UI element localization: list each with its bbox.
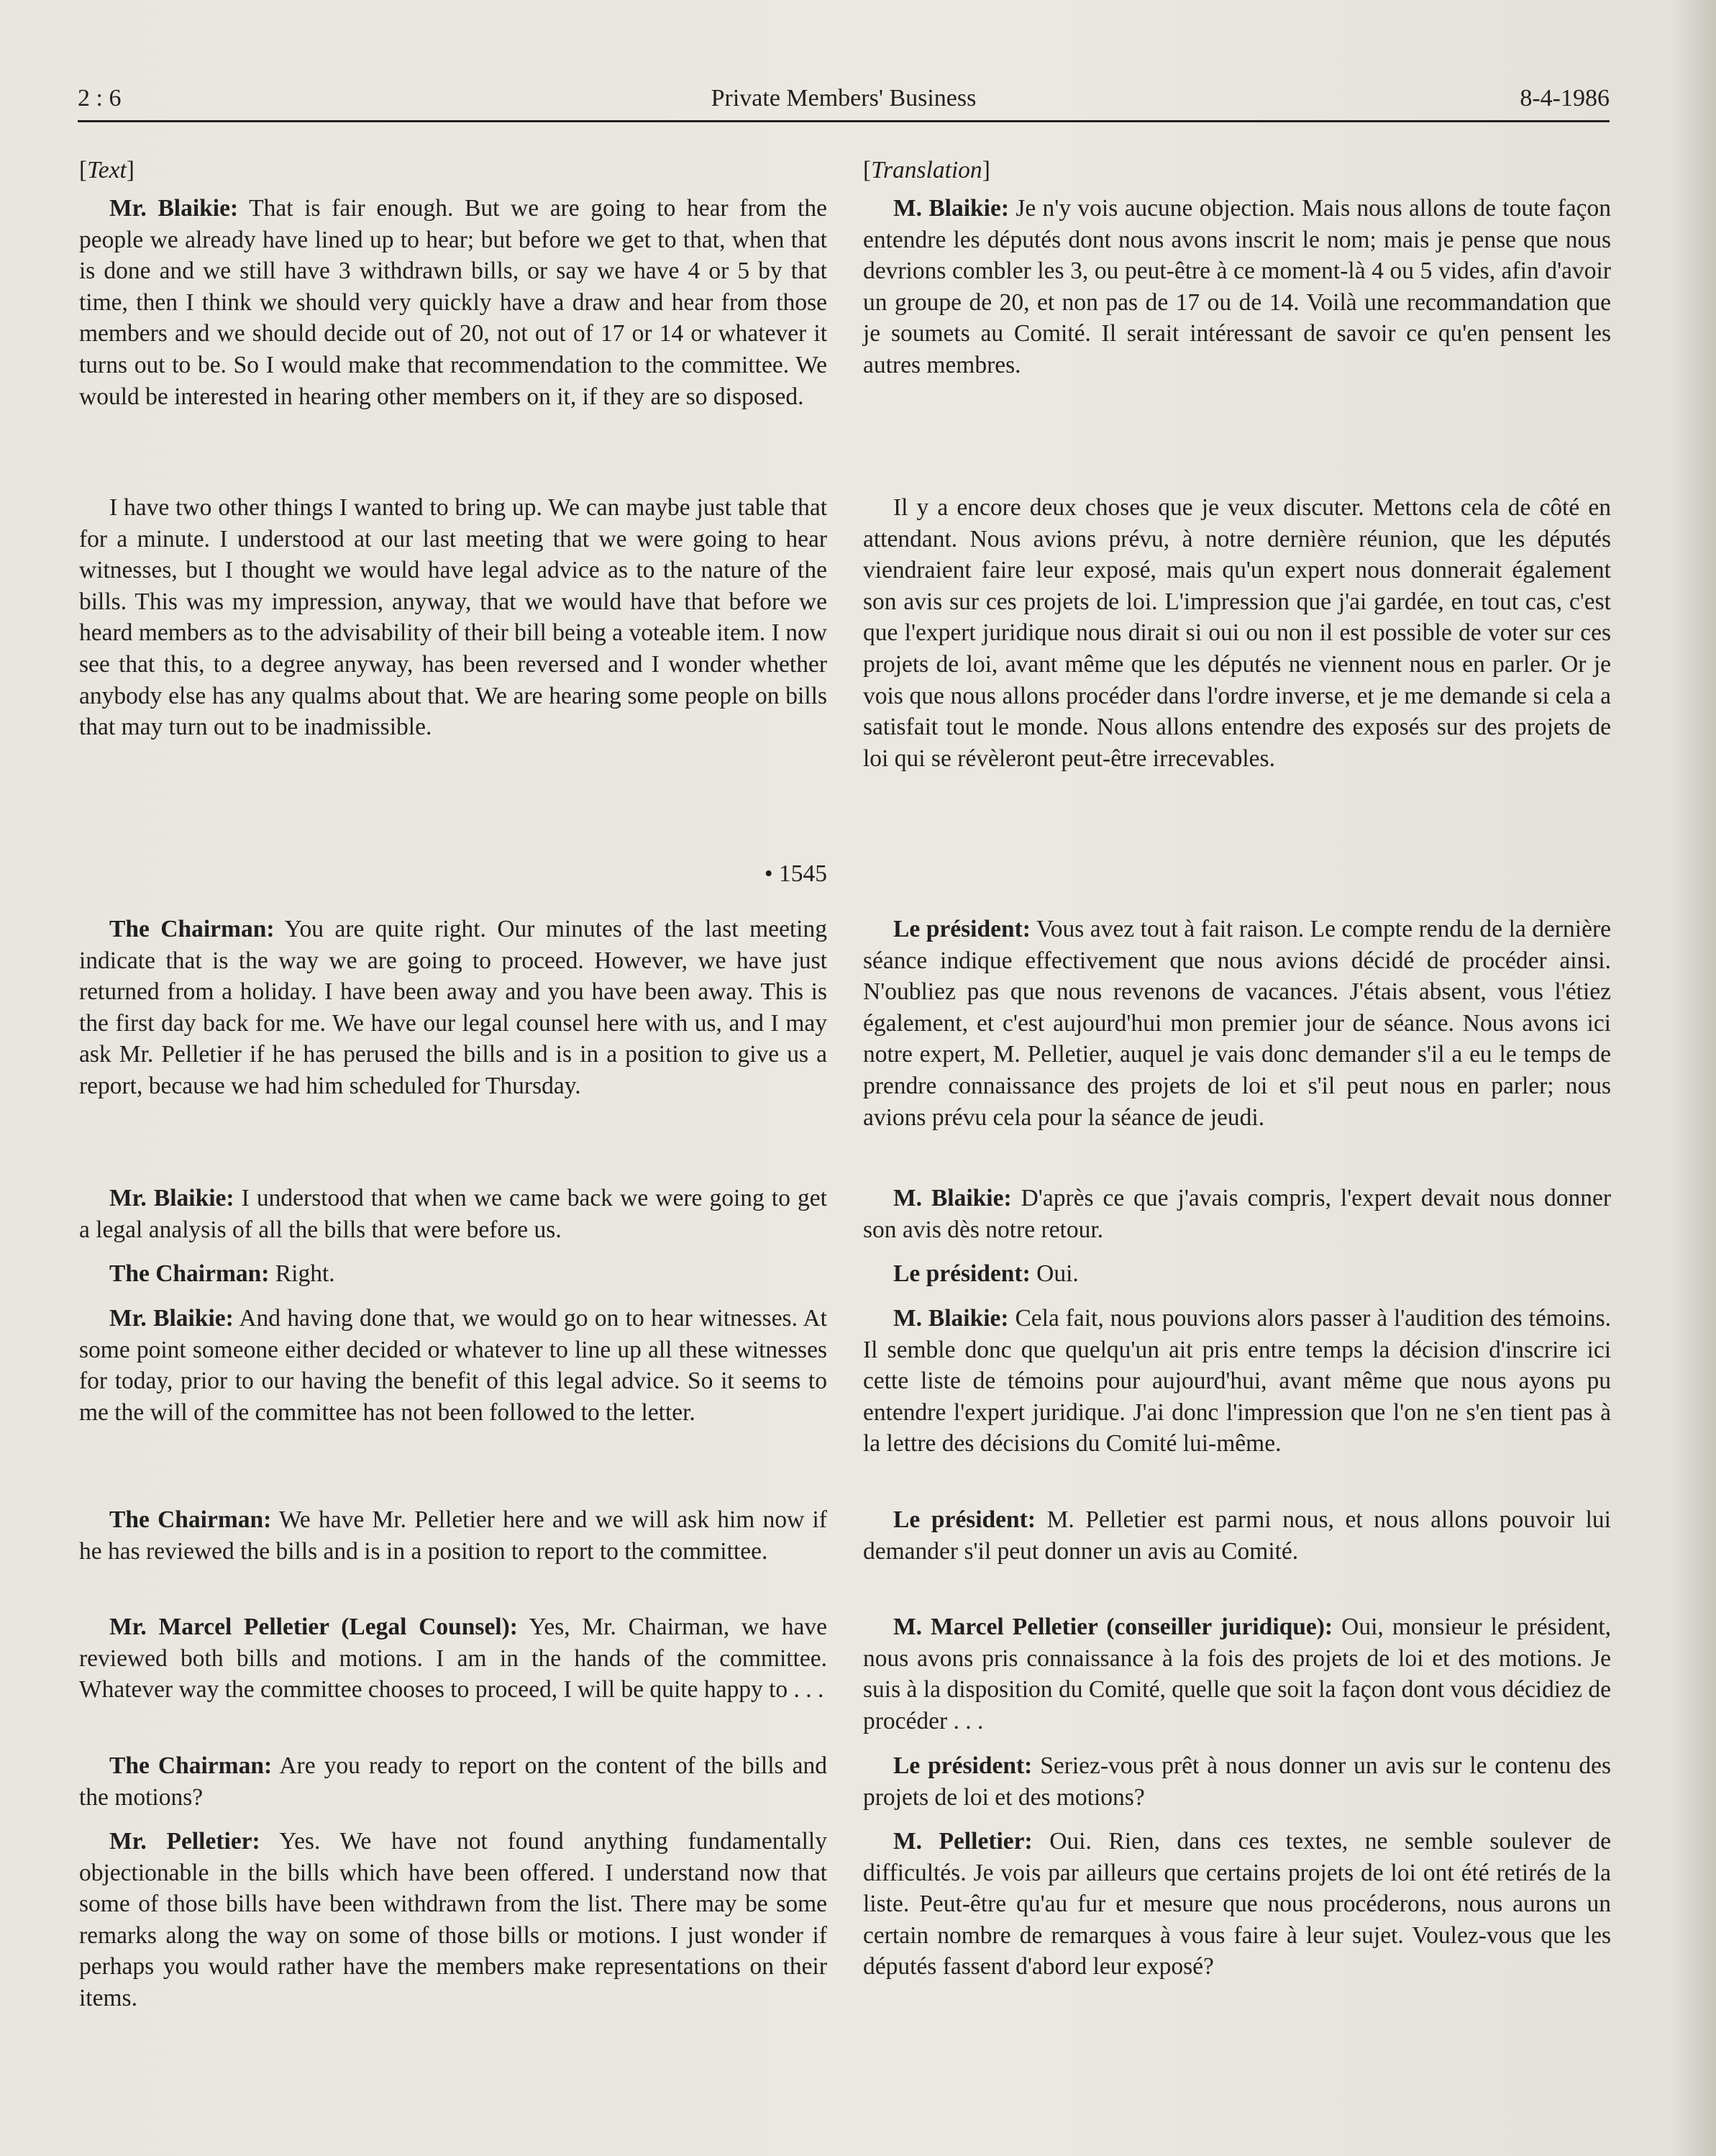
speaker-name: Mr. Blaikie:: [109, 195, 239, 222]
timestamp: • 1545: [764, 860, 827, 887]
speaker-name: Le président:: [893, 1506, 1036, 1533]
speaker-name: M. Marcel Pelletier (conseiller juridique):: [893, 1614, 1333, 1640]
header-date: 8-4-1986: [1520, 85, 1610, 112]
chairman-remark-1: The Chairman: You are quite right. Our minutes of the last meeting indicate that is the way we are going to proceed. However, we have just returned from a holiday. I have been away and you have been away. This is the first day back for me. We have our legal counsel here with us, and I may ask Mr. Pelletier if he has perused the bills and is in a position to give us a report, because we had him scheduled for Thursday.: [79, 916, 827, 1099]
page-header: [78, 81, 1610, 124]
pelletier-remarque-2: M. Pelletier: Oui. Rien, dans ces textes, ne semble soulever de difficultés. Je vois par ailleurs que certains projets de loi ont été retirés de la liste. Peut-être qu'au fur et mesure que nous procéderons, nous aurons un certain nombre de remarques à vous faire à leur sujet. Voulez-vous que les députés fassent d'abord leur exposé?: [863, 1828, 1611, 1980]
speaker-name: The Chairman:: [109, 1260, 270, 1287]
page-number: 2 : 6: [78, 85, 122, 112]
speaker-name: The Chairman:: [109, 916, 275, 942]
running-title: Private Members' Business: [711, 85, 977, 112]
speaker-name: Le président:: [893, 916, 1031, 942]
chairman-remark-2: The Chairman: Right.: [109, 1260, 335, 1287]
chairman-remark-3: The Chairman: We have Mr. Pelletier here and we will ask him now if he has reviewed the bills and is in a position to report to the committee.: [79, 1506, 827, 1565]
speaker-name: M. Pelletier:: [893, 1828, 1033, 1855]
speaker-name: Mr. Blaikie:: [109, 1185, 234, 1211]
speaker-name: M. Blaikie:: [893, 195, 1009, 222]
blaikie-remarque-4: M. Blaikie: Cela fait, nous pouvions alors passer à l'audition des témoins. Il semble donc que quelqu'un ait pris entre temps la décision d'inscrire ici cette liste de témoins pour aujourd'hui, avant même que nous ayons pu entendre l'expert juridique. J'ai donc l'impression que l'on ne s'en tient pas à la lettre des décisions du Comité lui-même.: [863, 1305, 1611, 1457]
blaikie-remark-1: Mr. Blaikie: That is fair enough. But we are going to hear from the people we already have lined up to hear; but before we get to that, when that is done and we still have 3 withdrawn bills, or say we have 4 or 5 by that time, then I think we should very quickly have a draw and hear from those members and we should decide out of 20, not out of 17 or 14 or whatever it turns out to be. So I would make that recommendation to the committee. We would be interested in hearing other members on it, if they are so disposed.: [79, 195, 827, 410]
pelletier-remarque-1: M. Marcel Pelletier (conseiller juridique): Oui, monsieur le président, nous avons pris connaissance à la fois des projets de loi et des motions. Je suis à la disposition du Comité, quelle que soit la façon dont vous décidiez de procéder . . .: [863, 1614, 1611, 1734]
speaker-name: The Chairman:: [109, 1506, 272, 1533]
president-remarque-1: Le président: Vous avez tout à fait raison. Le compte rendu de la dernière séance indique effectivement que nous avions décidé de procéder ainsi. N'oubliez pas que nous revenons de vacances. J'étais absent, vous l'étiez également, et c'est aujourd'hui mon premier jour de séance. Nous avons ici notre expert, M. Pelletier, auquel je vais donc demander s'il a eu le temps de prendre connaissance des projets de loi et s'il peut nous en parler; nous avions prévu cela pour la séance de jeudi.: [863, 916, 1611, 1131]
blaikie-remark-4: Mr. Blaikie: And having done that, we would go on to hear witnesses. At some point someone either decided or whatever to line up all these witnesses for today, prior to our having the benefit of this legal advice. So it seems to me the will of the committee has not been followed to the letter.: [79, 1305, 827, 1426]
pelletier-remark-1: Mr. Marcel Pelletier (Legal Counsel): Yes, Mr. Chairman, we have reviewed both bills and motions. I am in the hands of the committee. Whatever way the committee chooses to proceed, I will be quite happy to . . .: [79, 1614, 827, 1704]
blaikie-remark-3: Mr. Blaikie: I understood that when we came back we were going to get a legal analysis of all the bills that were before us.: [79, 1185, 827, 1243]
blaikie-remark-2: I have two other things I wanted to bring up. We can maybe just table that for a minute. I understood at our last meeting that we were going to hear witnesses, but I thought we would have legal advice as to the nature of the bills. This was my impression, anyway, that we would have that before we heard members as to the advisability of their bill being a voteable item. I now see that this, to a degree anyway, has been reversed and I wonder whether anybody else has any qualms about that. We are hearing some people on bills that may turn out to be inadmissible.: [79, 494, 827, 741]
speaker-name: M. Blaikie:: [893, 1185, 1012, 1211]
blaikie-remarque-1: M. Blaikie: Je n'y vois aucune objection. Mais nous allons de toute façon entendre les députés dont nous avons inscrit le nom; mais je pense que nous devrions combler les 3, ou peut-être à ce moment-là 4 ou 5 vides, afin d'avoir un groupe de 20, et non pas de 17 ou de 14. Voilà une recommandation que je soumets au Comité. Il serait intéressant de savoir ce qu'en pensent les autres membres.: [863, 195, 1612, 378]
header-rule: [78, 120, 1610, 122]
blaikie-remarque-3: M. Blaikie: D'après ce que j'avais compris, l'expert devait nous donner son avis dès notre retour.: [863, 1185, 1612, 1243]
blaikie-remarque-2: Il y a encore deux choses que je veux discuter. Mettons cela de côté en attendant. Nous avions prévu, à notre dernière réunion, que les députés viendraient faire leur exposé, mais qu'un expert nous donnerait également son avis sur ces projets de loi. L'impression que j'ai gardée, en tout cas, c'est que l'expert juridique nous dirait si oui ou non il est possible de voter sur ces projets de loi, avant même que les députés ne viennent nous en parler. Or je vois que nous allons procéder dans l'ordre inverse, et je me demande si cela a satisfait tout le monde. Nous allons entendre des exposés sur des projets de loi qui se révèleront peut-être irrecevables.: [863, 494, 1611, 772]
president-remarque-4: Le président: Seriez-vous prêt à nous donner un avis sur le contenu des projets de loi et des motions?: [863, 1752, 1611, 1811]
speaker-name: Le président:: [893, 1260, 1031, 1287]
speaker-name: Mr. Blaikie:: [109, 1305, 234, 1332]
chairman-remark-4: The Chairman: Are you ready to report on the content of the bills and the motions?: [79, 1752, 828, 1811]
president-remarque-3: Le président: M. Pelletier est parmi nous, et nous allons pouvoir lui demander s'il peut donner un avis au Comité.: [863, 1506, 1611, 1565]
speaker-name: Mr. Pelletier:: [109, 1828, 260, 1855]
speaker-name: Le président:: [893, 1752, 1033, 1779]
pelletier-remark-2: Mr. Pelletier: Yes. We have not found anything fundamentally objectionable in the bills which have been offered. I understand now that some of those bills have been withdrawn from the list. There may be some remarks along the way on some of those bills or motions. I just wonder if perhaps you would rather have the members make representations on their items.: [79, 1828, 827, 2011]
speaker-name: M. Blaikie:: [893, 1305, 1009, 1332]
translation-tag: [Translation]: [863, 157, 990, 183]
speaker-name: Mr. Marcel Pelletier (Legal Counsel):: [109, 1614, 518, 1640]
president-remarque-2: Le président: Oui.: [893, 1260, 1079, 1287]
speaker-name: The Chairman:: [109, 1752, 273, 1779]
text-tag: [Text]: [79, 157, 134, 183]
page-edge-shadow: [1673, 0, 1716, 2156]
